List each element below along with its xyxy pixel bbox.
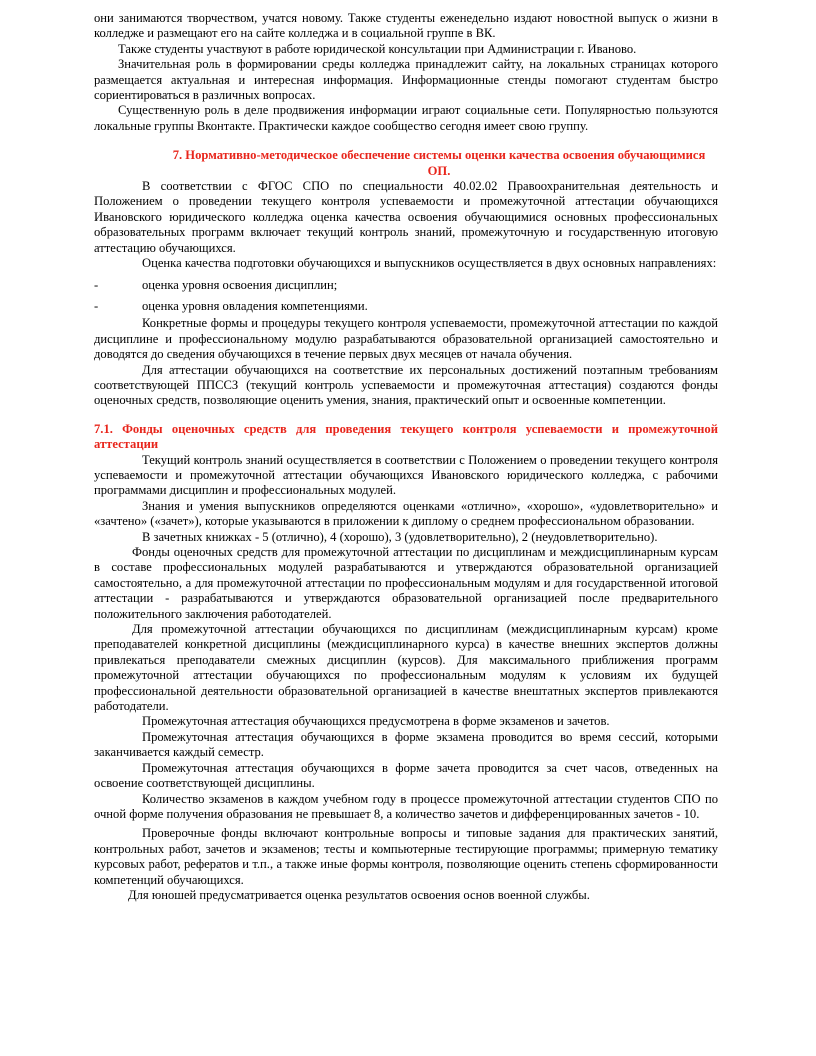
paragraph-legal-consultation: Также студенты участвуют в работе юридической консультации при Администрации г. Иваново.: [118, 41, 637, 56]
section-7-1-paragraph-grades: Знания и умения выпускников определяются оценками «отлично», «хорошо», «удовлетворительно» и «зачтено» («зачет»), которые указываются в приложении к диплому о среднем профессиональном образовании.: [94, 498, 718, 529]
section-7-paragraph-forms: Конкретные формы и процедуры текущего контроля успеваемости, промежуточной аттестации по каждой дисциплине и профессиональному модулю разрабатываются образовательной организацией самостоятельно и доводятся до сведения обучающихся в течение первых двух месяцев от начала обучения.: [94, 316, 718, 362]
section-7-1-paragraph-record-books: В зачетных книжках - 5 (отлично), 4 (хорошо), 3 (удовлетворительно), 2 (неудовлетворительно).: [142, 529, 658, 544]
section-7-1-paragraph-exam-forms: Промежуточная аттестация обучающихся предусмотрена в форме экзаменов и зачетов.: [142, 714, 610, 729]
section-7-paragraph-fgos: В соответствии с ФГОС СПО по специальности 40.02.02 Правоохранительная деятельность и Положением о проведении текущего контроля успеваемости и промежуточной аттестации обучающихся Ивановского юридического колледжа оценка качества освоения обучающимися основных профессиональных образовательных программ включает текущий контроль знаний, промежуточную и государственную итоговую аттестацию обучающихся.: [94, 179, 718, 255]
section-7-1-paragraph-exam-sessions: Промежуточная аттестация обучающихся в форме экзамена проводится во время сессий, которыми заканчивается каждый семестр.: [94, 729, 718, 760]
section-7-heading: 7. Нормативно-методическое обеспечение системы оценки качества освоения обучающимися ОП.: [172, 148, 706, 178]
bullet-text: оценка уровня овладения компетенциями.: [142, 298, 368, 313]
section-7-1-paragraph-credit-hours: Промежуточная аттестация обучающихся в форме зачета проводится за счет часов, отведенных на освоение соответствующей дисциплины.: [94, 760, 718, 791]
section-7-1-paragraph-military-service: Для юношей предусматривается оценка результатов освоения основ военной службы.: [128, 887, 590, 902]
section-7-paragraph-directions: Оценка качества подготовки обучающихся и выпускников осуществляется в двух основных направлениях:: [142, 256, 717, 271]
document-page: [94, 11, 718, 903]
section-7-1-paragraph-exam-count: Количество экзаменов в каждом учебном году в процессе промежуточной аттестации студентов СПО по очной форме получения образования не превышает 8, а количество зачетов и дифференцированных зачетов - 10.: [94, 791, 718, 821]
section-7-1-paragraph-external-experts: Для промежуточной аттестации обучающихся по дисциплинам (междисциплинарным курсам) кроме преподавателей конкретной дисциплины (междисциплинарного курса) в качестве внешних экспертов должны привлекаться преподаватели смежных дисциплин (курсов). Для максимального приближения программ промежуточной аттестации обучающихся по профессиональным модулям к условиям их будущей профессиональной деятельности образовательной организацией в качестве внештатных экспертов привлекаются работодатели.: [94, 622, 718, 714]
section-7-paragraph-assessment-funds: Для аттестации обучающихся на соответствие их персональных достижений поэтапным требованиям соответствующей ППССЗ (текущий контроль успеваемости и промежуточная аттестация) создаются фонды оценочных средств, позволяющие оценить умения, знания, практический опыт и освоенные компетенции.: [94, 362, 718, 408]
section-7-1-paragraph-verification-funds: Проверочные фонды включают контрольные вопросы и типовые задания для практических занятий, контрольных работ, зачетов и экзаменов; тесты и компьютерные тестирующие программы; примерную тематику курсовых работ, рефератов и т.п., а также иные формы контроля, позволяющие оценить степень сформированности компетенций обучающихся.: [94, 826, 718, 887]
bullet-marker: -: [94, 298, 99, 313]
bullet-item-disciplines: [94, 278, 718, 293]
section-7-1-heading: 7.1. Фонды оценочных средств для проведения текущего контроля успеваемости и промежуточной аттестации: [94, 421, 718, 452]
paragraph-creative-activity: они занимаются творчеством, учатся новому. Также студенты еженедельно издают новостной выпуск о жизни в колледже и размещают его на сайте колледжа и в социальной группе в ВК.: [94, 11, 718, 41]
paragraph-social-networks: Существенную роль в деле продвижения информации играют социальные сети. Популярностью пользуются локальные группы Вконтакте. Практически каждое сообщество сегодня имеет свою группу.: [94, 103, 718, 133]
bullet-text: оценка уровня освоения дисциплин;: [142, 277, 338, 292]
bullet-item-competencies: [94, 299, 718, 314]
section-7-1-paragraph-funds-development: Фонды оценочных средств для промежуточной аттестации по дисциплинам и междисциплинарным курсам в составе профессиональных модулей разрабатываются и утверждаются образовательной организацией самостоятельно, а для промежуточной аттестации по профессиональным модулям и для государственной итоговой аттестации - разрабатываются и утверждаются образовательной организацией после предварительного положительного заключения работодателей.: [94, 545, 718, 621]
paragraph-website-role: Значительная роль в формировании среды колледжа принадлежит сайту, на локальных страницах которого размещается актуальная и интересная информация. Информационные стенды помогают студентам быстро сориентироваться в различных вопросах.: [94, 57, 718, 103]
bullet-marker: -: [94, 277, 99, 292]
section-7-1-paragraph-current-control: Текущий контроль знаний осуществляется в соответствии с Положением о проведении текущего контроля успеваемости и промежуточной аттестации обучающихся Ивановского юридического колледжа, с рабочими программами дисциплин и профессиональных модулей.: [94, 452, 718, 498]
